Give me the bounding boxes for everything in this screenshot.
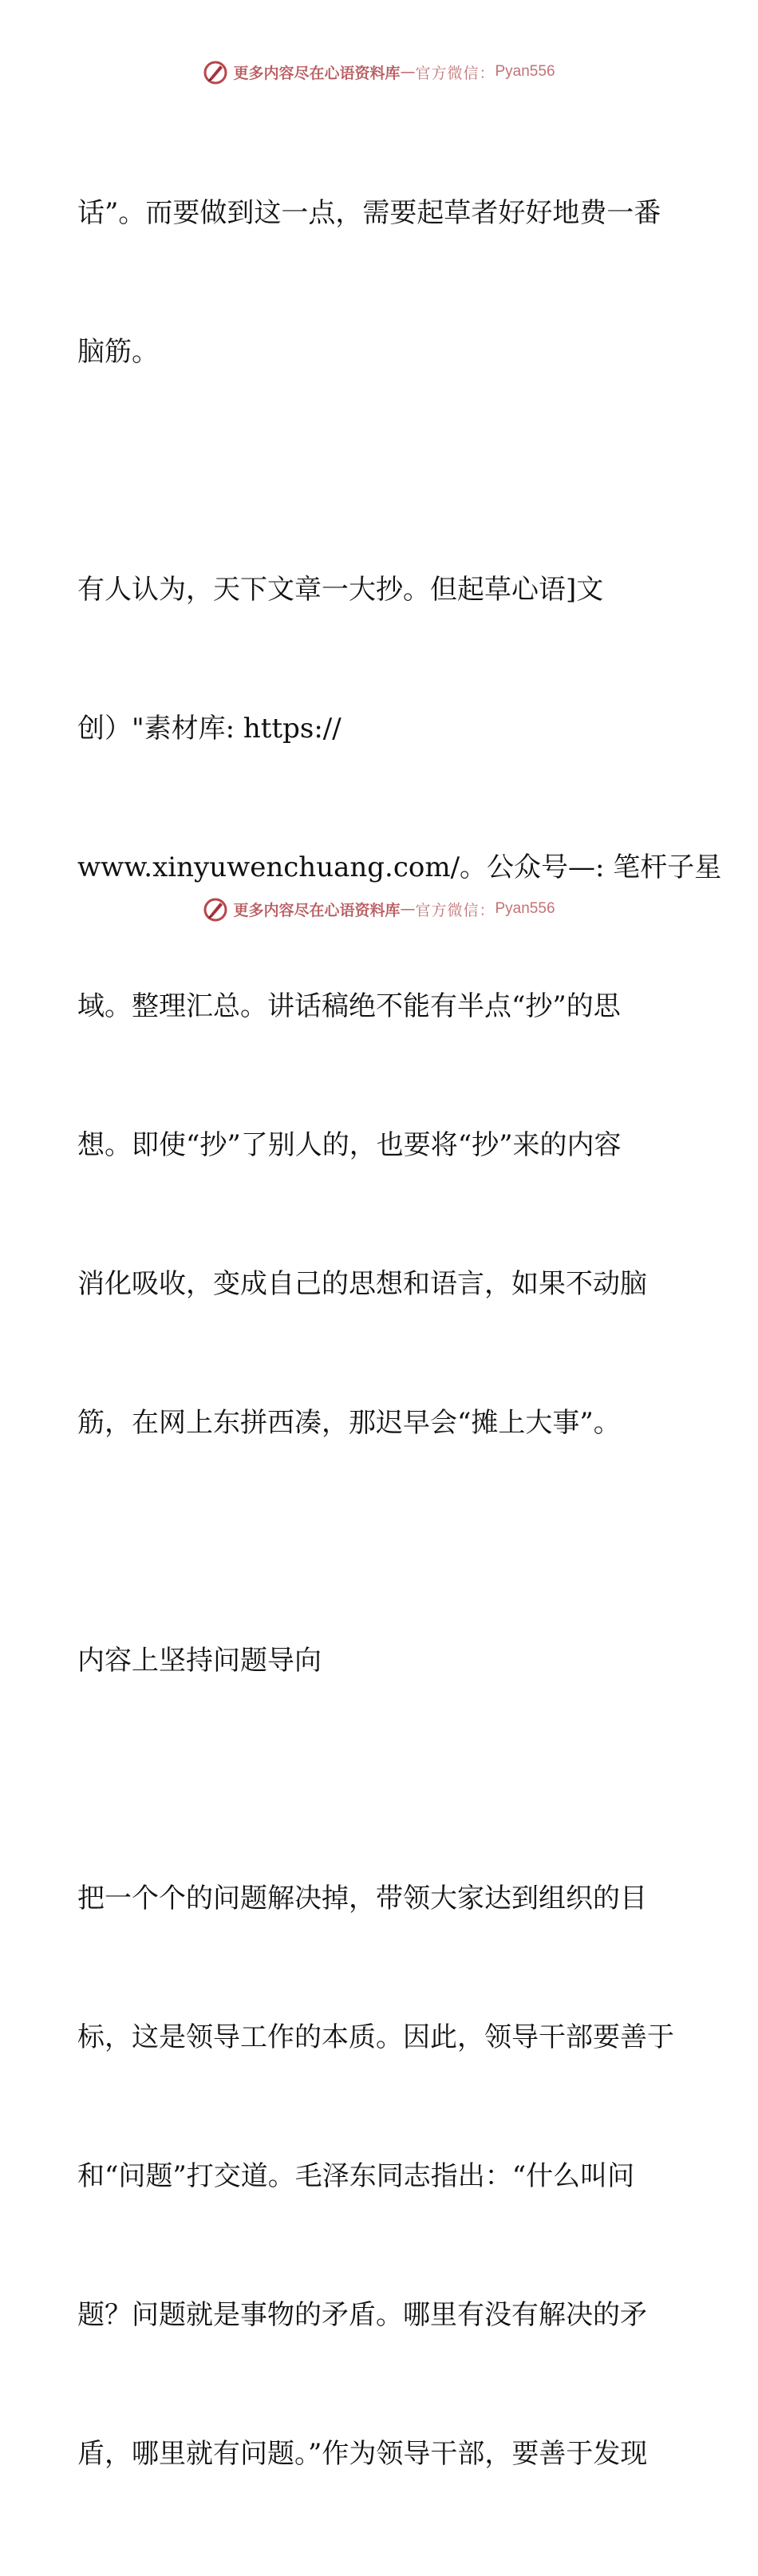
text-line: 盾，哪里就有问题。”作为领导干部，要善于发现 bbox=[77, 2438, 648, 2470]
footer-wechat-id: Pyan556 bbox=[495, 900, 555, 917]
text-line: 筋，在网上东拼西凑，那迟早会“摊上大事”。 bbox=[77, 1407, 621, 1439]
paragraph-2 bbox=[77, 474, 722, 1539]
paragraph-3 bbox=[77, 1783, 684, 2570]
text-line: 消化吸收，变成自己的思想和语言，如果不动脑 bbox=[77, 1268, 647, 1300]
text-line: 域。整理汇总。讲话稿绝不能有半点“抄”的思 bbox=[77, 990, 621, 1022]
footer-main-text: 更多内容尽在心语资料库 bbox=[233, 901, 401, 919]
section-heading bbox=[77, 1545, 684, 1776]
header-sub-text: 官方微信： bbox=[415, 64, 495, 82]
footer-watermark bbox=[0, 893, 758, 925]
document-body bbox=[77, 97, 722, 2576]
text-line: 想。即使“抄”了别人的，也要将“抄”来的内容 bbox=[77, 1129, 622, 1161]
pen-logo-icon bbox=[203, 896, 228, 922]
text-line: www.xinyuwenchuang.com/。公众号—: 笔杆子星 bbox=[77, 851, 722, 883]
text-line: 创）"素材库: https:// bbox=[77, 713, 341, 745]
footer-dash: — bbox=[400, 900, 416, 918]
header-watermark bbox=[0, 56, 758, 88]
header-dash: — bbox=[400, 63, 416, 81]
text-line: 话”。而要做到这一点，需要起草者好好地费一番 bbox=[77, 197, 661, 229]
pen-logo-icon bbox=[203, 59, 228, 85]
text-line: 脑筋。 bbox=[77, 336, 159, 368]
text-line: 标，这是领导工作的本质。因此，领导干部要善于 bbox=[77, 2021, 674, 2053]
text-line: 有人认为，天下文章一大抄。但起草心语]文 bbox=[77, 574, 604, 606]
text-line: 把一个个的问题解决掉，带领大家达到组织的目 bbox=[77, 1883, 647, 1914]
text-line: 题？问题就是事物的矛盾。哪里有没有解决的矛 bbox=[77, 2299, 647, 2331]
paragraph-1 bbox=[77, 97, 684, 468]
text-line: 和“问题”打交道。毛泽东同志指出：“什么叫问 bbox=[77, 2160, 635, 2192]
header-main-text: 更多内容尽在心语资料库 bbox=[233, 64, 401, 82]
footer-sub-text: 官方微信： bbox=[415, 901, 495, 919]
heading-line: 内容上坚持问题导向 bbox=[77, 1645, 322, 1677]
header-wechat-id: Pyan556 bbox=[495, 63, 555, 80]
